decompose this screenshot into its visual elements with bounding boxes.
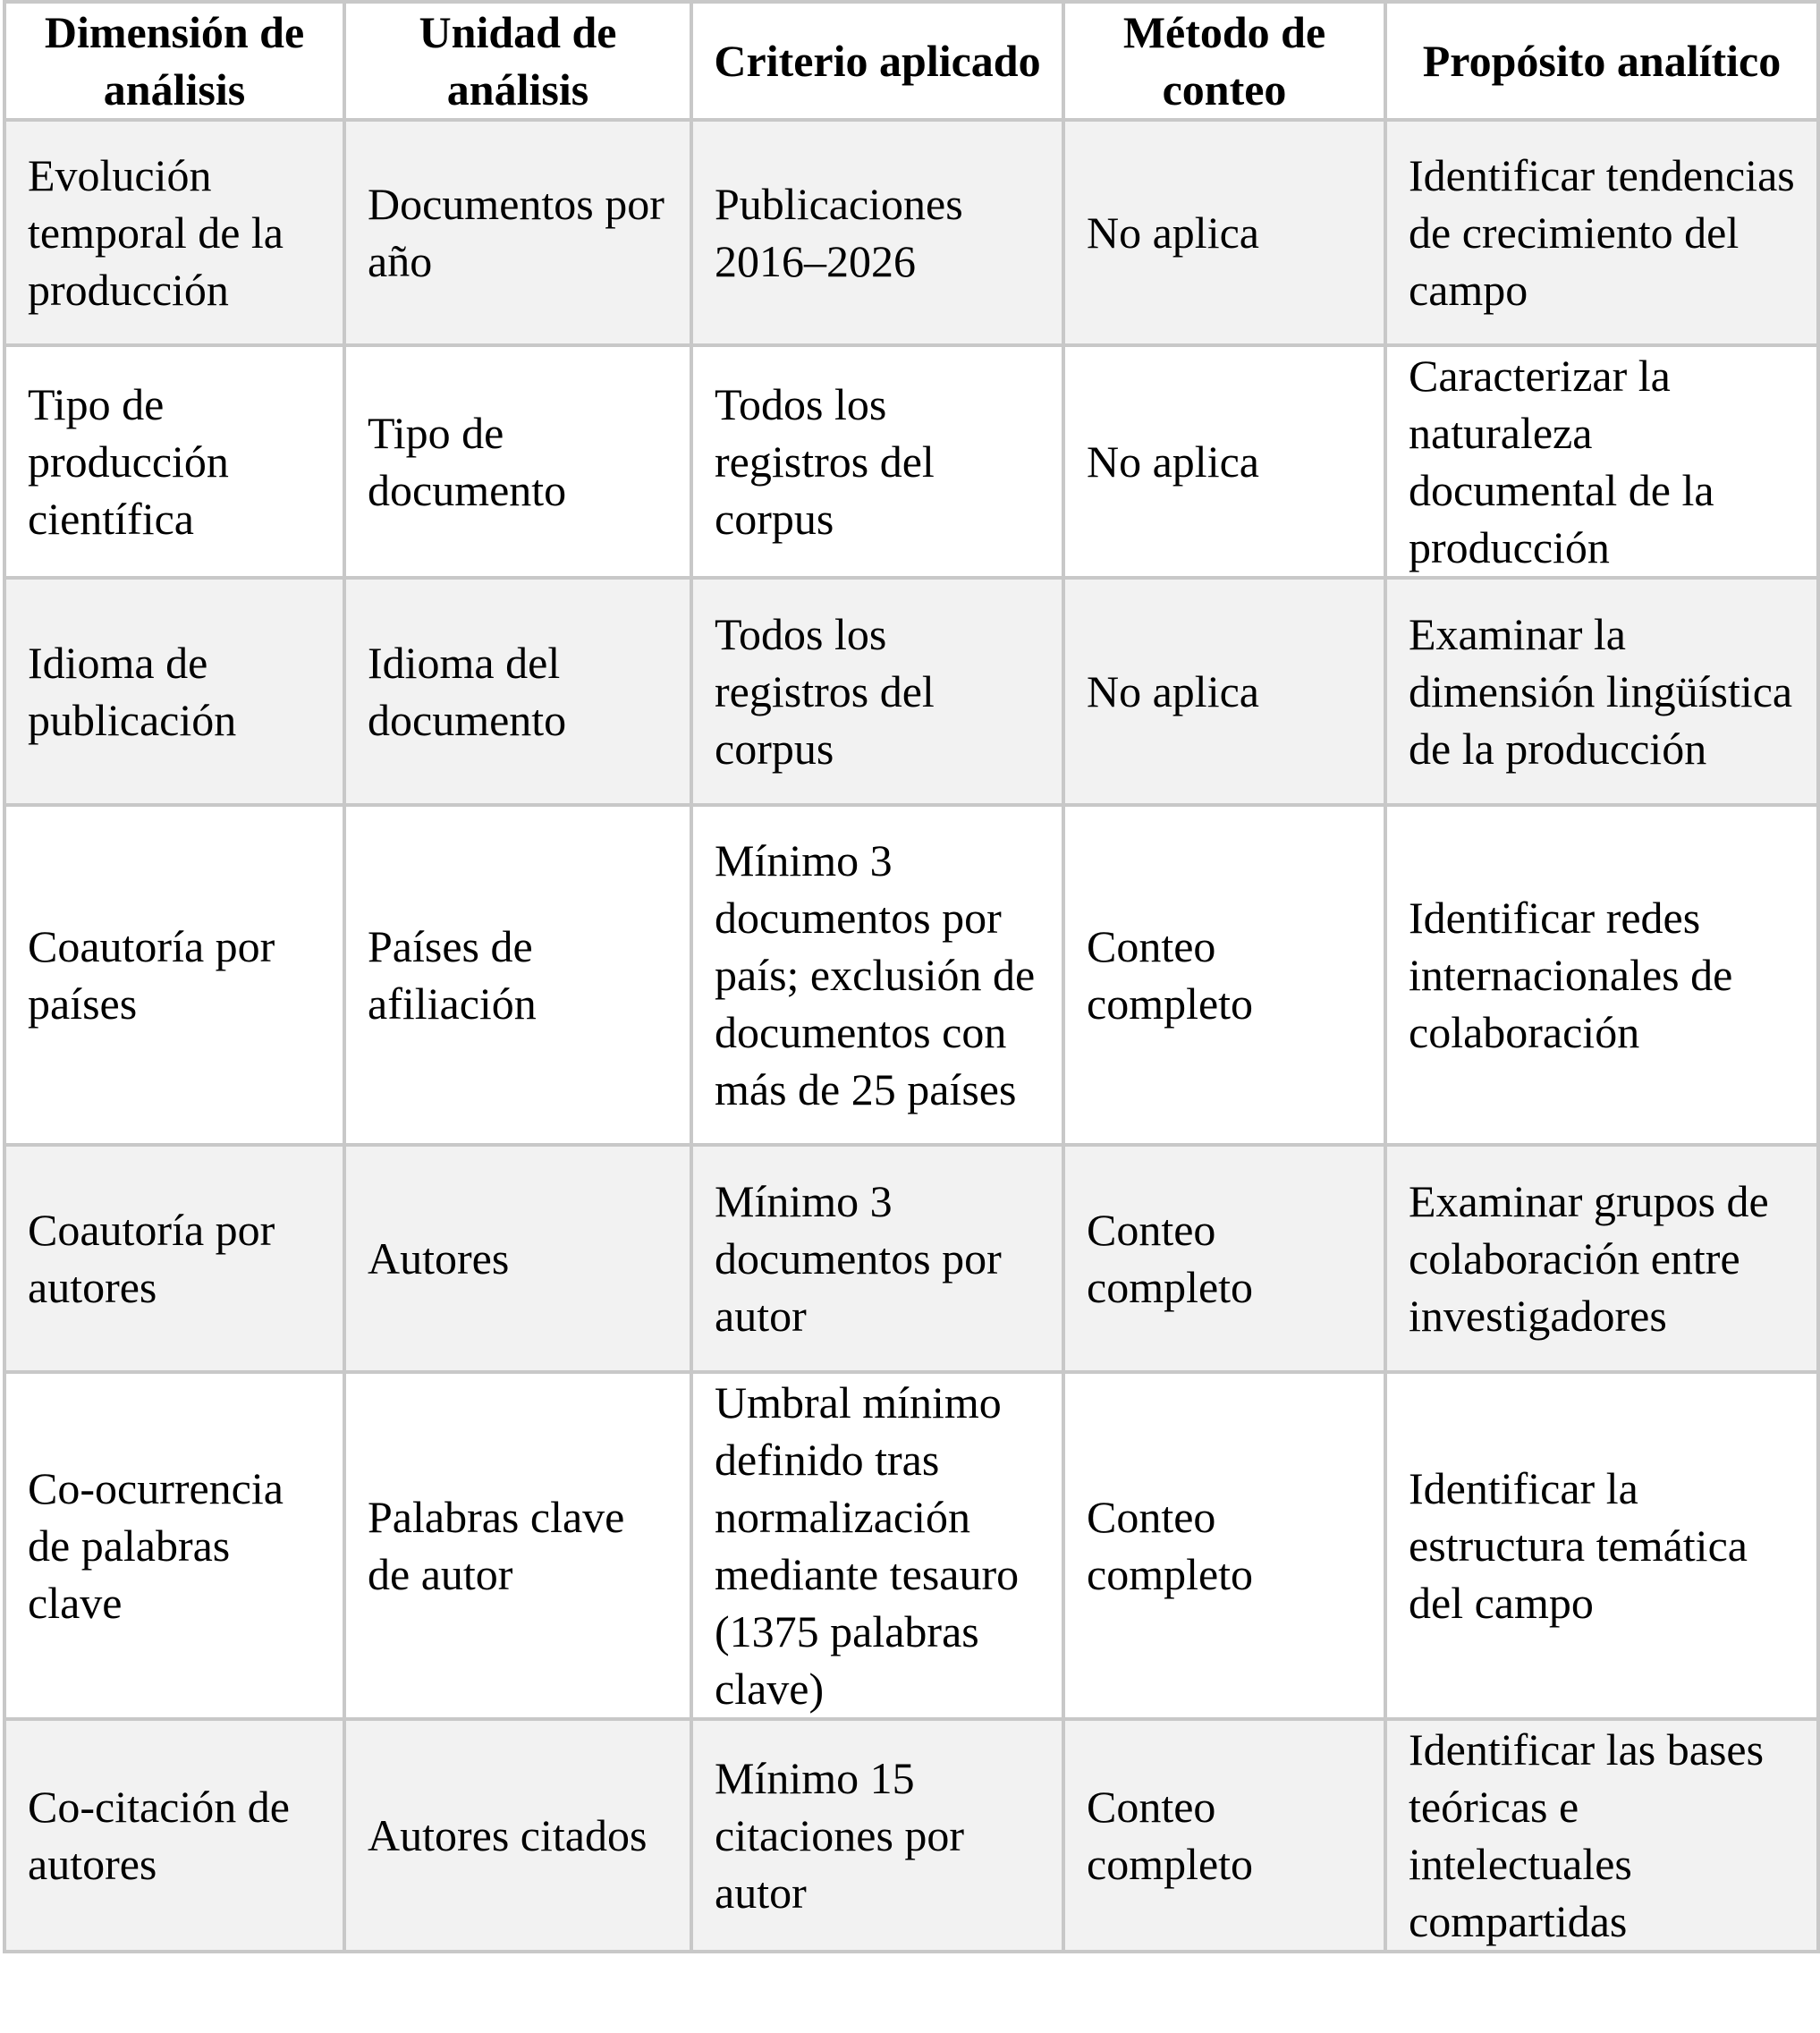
cell-dimension: Coautoría por países: [4, 805, 344, 1145]
cell-proposito: Identificar tendencias de crecimiento del campo: [1385, 120, 1818, 345]
cell-dimension: Evolución temporal de la producción: [4, 120, 344, 345]
cell-proposito: Identificar las bases teóricas e intelectuales compartidas: [1385, 1719, 1818, 1952]
cell-proposito: Examinar la dimensión lingüística de la producción: [1385, 578, 1818, 805]
table-row: [4, 1145, 1818, 1372]
cell-proposito: Caracterizar la naturaleza documental de la producción: [1385, 345, 1818, 578]
column-header-criterio: Criterio aplicado: [691, 2, 1063, 120]
cell-metodo: Conteo completo: [1063, 1719, 1385, 1952]
cell-metodo: No aplica: [1063, 578, 1385, 805]
table-body: [4, 120, 1818, 1952]
cell-criterio: Todos los registros del corpus: [691, 345, 1063, 578]
cell-proposito: Identificar la estructura temática del campo: [1385, 1372, 1818, 1719]
cell-criterio: Mínimo 3 documentos por autor: [691, 1145, 1063, 1372]
table-row: [4, 345, 1818, 578]
cell-unidad: Autores citados: [344, 1719, 691, 1952]
cell-unidad: Países de afiliación: [344, 805, 691, 1145]
table-header: [4, 2, 1818, 120]
cell-proposito: Examinar grupos de colaboración entre investigadores: [1385, 1145, 1818, 1372]
column-header-dimension: Dimensión de análisis: [4, 2, 344, 120]
cell-unidad: Idioma del documento: [344, 578, 691, 805]
cell-dimension: Coautoría por autores: [4, 1145, 344, 1372]
cell-metodo: No aplica: [1063, 120, 1385, 345]
cell-unidad: Autores: [344, 1145, 691, 1372]
cell-criterio: Umbral mínimo definido tras normalización mediante tesauro (1375 palabras clave): [691, 1372, 1063, 1719]
analysis-table-container: [3, 0, 1816, 1953]
table-row: [4, 1719, 1818, 1952]
table-row: [4, 120, 1818, 345]
column-header-unidad: Unidad de análisis: [344, 2, 691, 120]
table-row: [4, 805, 1818, 1145]
column-header-metodo: Método de conteo: [1063, 2, 1385, 120]
cell-metodo: Conteo completo: [1063, 1145, 1385, 1372]
cell-metodo: Conteo completo: [1063, 805, 1385, 1145]
analysis-dimensions-table: [3, 0, 1820, 1953]
cell-criterio: Todos los registros del corpus: [691, 578, 1063, 805]
cell-criterio: Mínimo 3 documentos por país; exclusión de documentos con más de 25 países: [691, 805, 1063, 1145]
header-row: [4, 2, 1818, 120]
cell-unidad: Documentos por año: [344, 120, 691, 345]
cell-dimension: Idioma de publicación: [4, 578, 344, 805]
table-row: [4, 1372, 1818, 1719]
cell-metodo: No aplica: [1063, 345, 1385, 578]
cell-unidad: Palabras clave de autor: [344, 1372, 691, 1719]
cell-criterio: Mínimo 15 citaciones por autor: [691, 1719, 1063, 1952]
cell-unidad: Tipo de documento: [344, 345, 691, 578]
column-header-proposito: Propósito analítico: [1385, 2, 1818, 120]
cell-dimension: Tipo de producción científica: [4, 345, 344, 578]
table-row: [4, 578, 1818, 805]
cell-metodo: Conteo completo: [1063, 1372, 1385, 1719]
cell-dimension: Co-ocurrencia de palabras clave: [4, 1372, 344, 1719]
cell-proposito: Identificar redes internacionales de colaboración: [1385, 805, 1818, 1145]
cell-criterio: Publicaciones 2016–2026: [691, 120, 1063, 345]
cell-dimension: Co-citación de autores: [4, 1719, 344, 1952]
